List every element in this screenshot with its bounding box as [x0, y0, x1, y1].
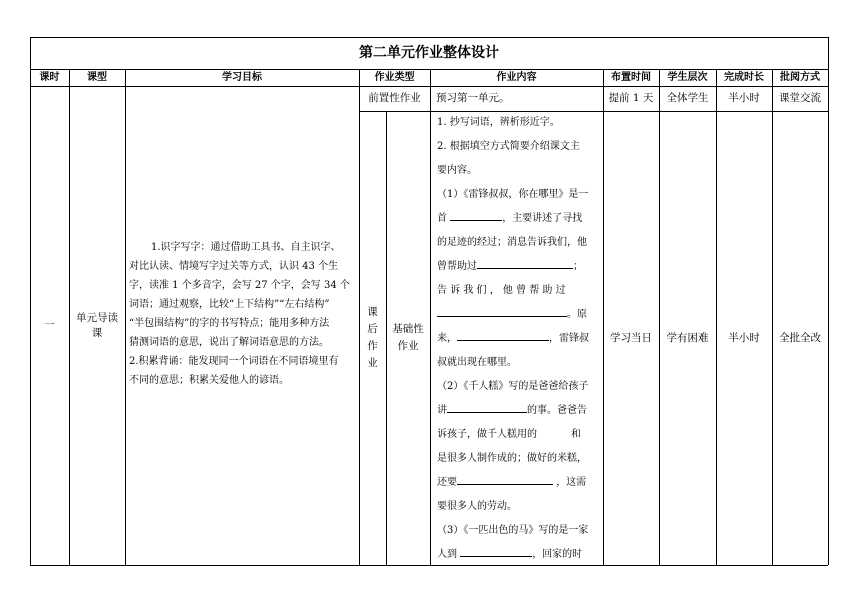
content-line: 诉孩子，做千人糕用的 和	[437, 429, 581, 440]
after-class-review-mode: 全批全改	[779, 331, 821, 344]
table-title: 第二单元作业整体设计	[359, 44, 499, 61]
fill-blank	[457, 472, 553, 485]
preview-student-level: 全体学生	[666, 92, 709, 104]
content-line: 要内容。	[437, 165, 477, 176]
preview-duration: 半小时	[728, 92, 760, 104]
goal-line: 2.积累背诵：能发现同一个词语在不同语境里有	[129, 356, 339, 367]
fill-blank	[460, 544, 532, 557]
col-line-1	[69, 69, 70, 565]
preview-review-mode: 课堂交流	[779, 92, 821, 104]
header-assign-time: 布置时间	[611, 72, 651, 83]
after-class-duration: 半小时	[728, 331, 760, 344]
content-line: 1. 抄写词语，辨析形近字。	[437, 117, 560, 128]
header-lesson-type: 课型	[87, 72, 107, 83]
subtype-line: 作业	[397, 340, 419, 352]
category-char: 业	[367, 357, 378, 369]
header-student-level: 学生层次	[667, 72, 708, 83]
preview-hw-type: 前置性作业	[368, 92, 421, 104]
header-period: 课时	[39, 72, 60, 83]
category-char: 课	[367, 306, 378, 318]
table-border-bottom	[30, 565, 828, 566]
content-line: 人到 ，回家的时	[437, 543, 601, 565]
content-line: （2）《千人糕》写的是爸爸给孩子	[437, 381, 589, 392]
goal-line: “半包围结构”的字的书写特点；能用多种方法	[129, 318, 330, 329]
header-duration: 完成时长	[724, 72, 764, 83]
content-line: 来， ，雷锋叔	[437, 327, 601, 351]
header-goals: 学习目标	[222, 72, 262, 83]
category-char: 作	[367, 340, 378, 352]
content-line: 要很多人的劳动。	[437, 501, 517, 512]
after-class-subtype	[386, 111, 430, 565]
content-line: 。原	[437, 303, 601, 327]
goal-line: 不同的意思；积累关爱他人的谚语。	[129, 375, 289, 386]
fill-blank	[450, 208, 502, 221]
content-line: 讲 的事。爸爸告	[437, 399, 601, 423]
content-line: 曾帮助过 ；	[437, 255, 601, 279]
content-line: 2. 根据填空方式简要介绍课文主	[437, 141, 580, 152]
content-line: 是很多人制作成的；做好的米糕，	[437, 453, 587, 464]
header-review-mode: 批阅方式	[780, 72, 820, 83]
content-line: 还要 ，这需	[437, 471, 601, 495]
header-hw-type: 作业类型	[374, 72, 415, 83]
after-class-student-level: 学有困难	[666, 331, 709, 344]
preview-hw-content: 预习第一单元。	[436, 92, 510, 104]
fill-blank	[457, 328, 549, 341]
lesson-type-cell: 单元导读课	[76, 311, 118, 339]
content-line: （1）《雷锋叔叔，你在哪里》是一	[437, 189, 589, 200]
period-cell: 一	[44, 319, 55, 331]
content-line: 告 诉 我 们 ， 他 曾 帮 助 过	[437, 285, 566, 296]
goal-line: 猜测词语的意思，说出了解词语意思的方法。	[129, 337, 329, 348]
content-line: （3）《一匹出色的马》写的是一家	[437, 525, 589, 536]
content-line: 首 ，主要讲述了寻找	[437, 207, 601, 231]
learning-goals	[129, 238, 357, 390]
fill-blank	[447, 400, 527, 413]
content-line: 叔就出现在哪里。	[437, 357, 517, 368]
col-line-2	[125, 69, 126, 565]
fill-blank	[477, 256, 573, 269]
subtype-line: 基础性	[392, 323, 424, 335]
after-class-hw-content	[437, 111, 601, 565]
goal-line: 1.识字写字：通过借助工具书、自主识字、	[151, 242, 341, 253]
goal-line: 对比认读、情境写字过关等方式，认识 43 个生	[129, 261, 339, 272]
fill-blank	[437, 304, 567, 317]
content-line: 的足迹的经过；消息告诉我们，他	[437, 237, 587, 248]
after-class-category	[359, 111, 386, 565]
table-border-right	[828, 37, 829, 565]
goal-line: 词语；通过观察，比较“上下结构”“左右结构”	[129, 299, 330, 310]
category-char: 后	[367, 323, 378, 335]
header-hw-content: 作业内容	[496, 72, 537, 83]
col-line-4	[430, 69, 431, 565]
after-class-assign-time: 学习当日	[610, 331, 652, 344]
preview-assign-time: 提前 1 天	[608, 92, 654, 104]
goal-line: 字，读准 1 个多音字，会写 27 个字，会写 34 个	[129, 280, 350, 291]
